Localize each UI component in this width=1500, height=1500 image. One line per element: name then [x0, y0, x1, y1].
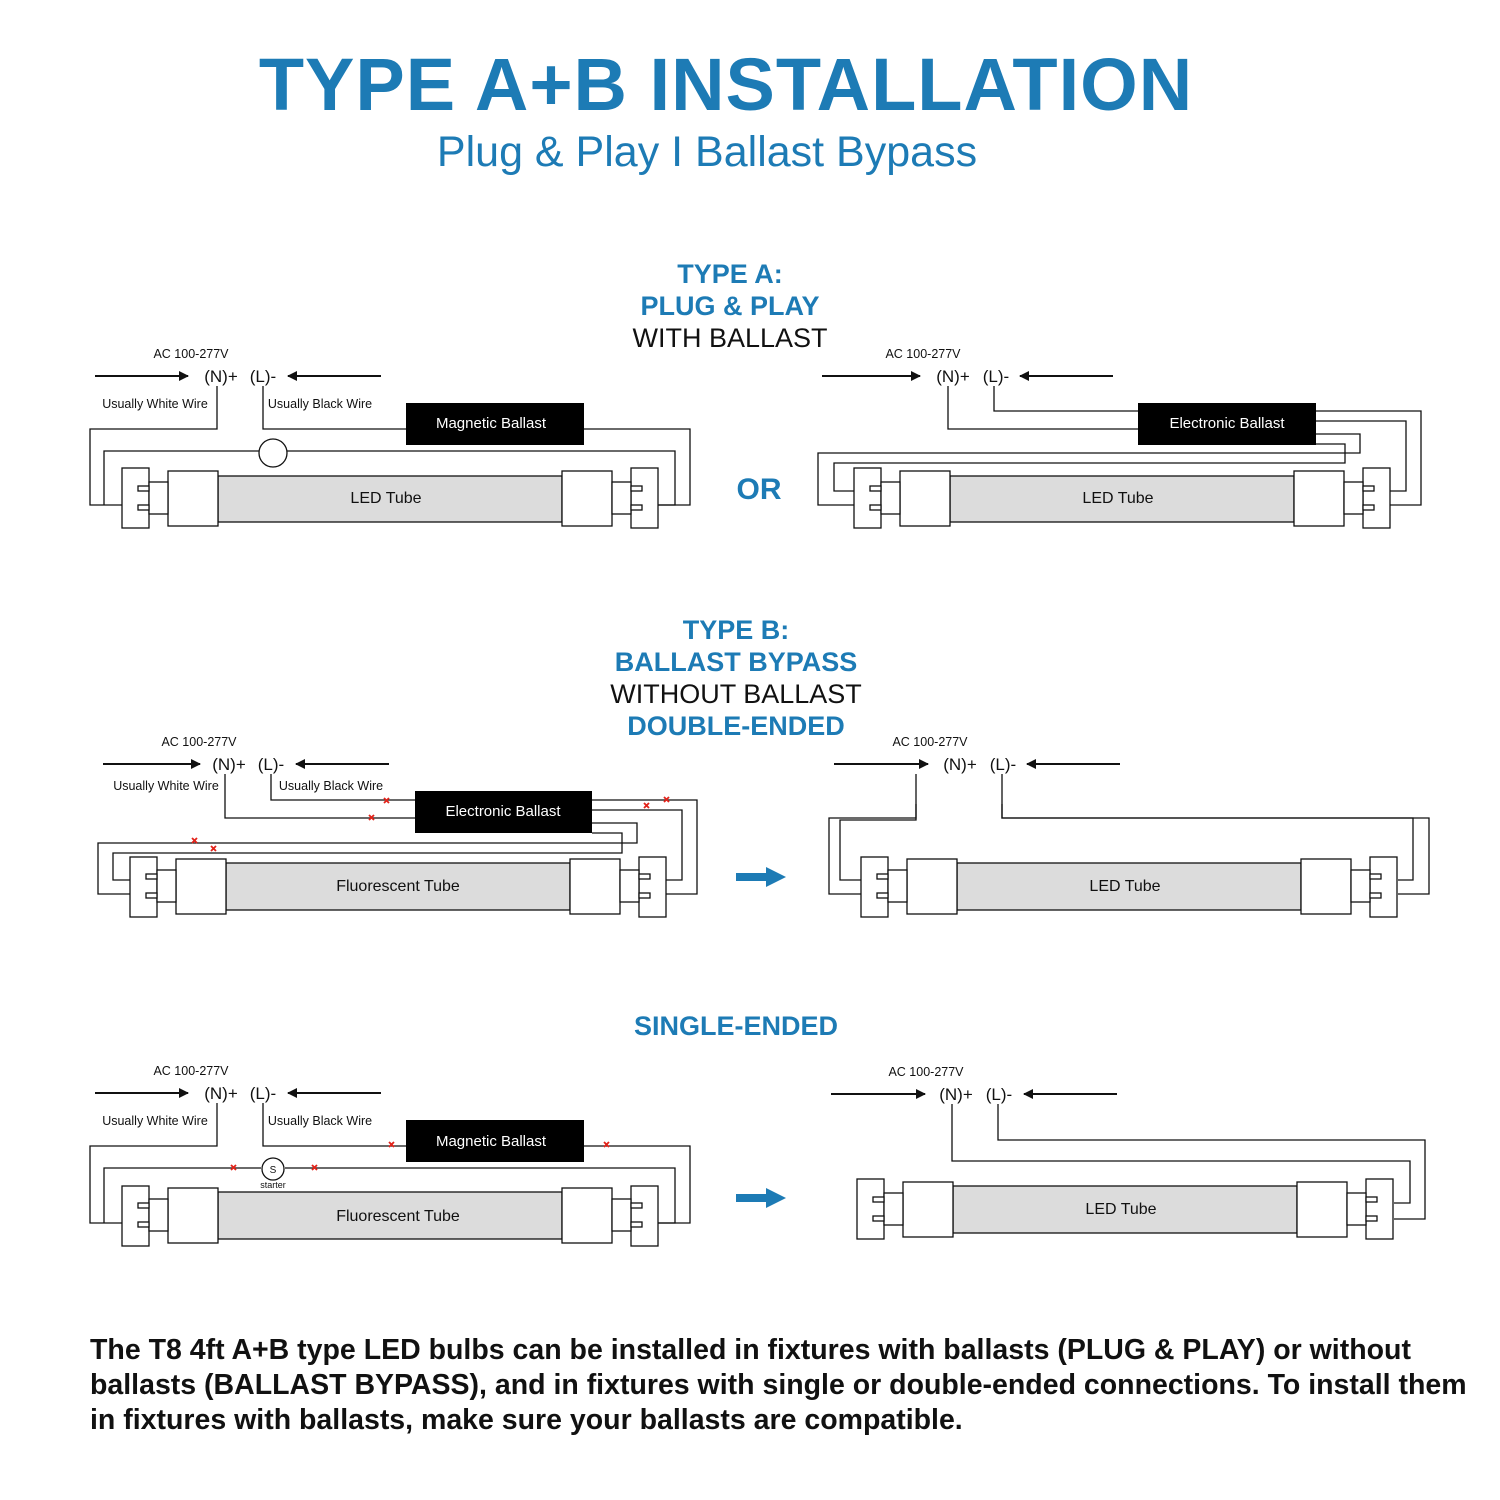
socket-insert: [881, 482, 900, 514]
ac-voltage-label: AC 100-277V: [892, 735, 968, 749]
tube-end-cap: [1301, 859, 1351, 914]
socket-insert: [612, 482, 631, 514]
diagram-type-b-fluorescent: [98, 735, 697, 917]
socket-insert: [620, 870, 639, 902]
led-tube-label: LED Tube: [1082, 490, 1154, 507]
neutral-label: (N)+: [204, 367, 238, 386]
magnetic-ballast-label: Magnetic Ballast: [435, 1133, 547, 1150]
tube-end-cap: [176, 859, 226, 914]
black-wire-label: Usually Black Wire: [278, 779, 384, 793]
type-b-note: WITHOUT BALLAST: [610, 679, 862, 709]
lamp-holder: [122, 468, 149, 528]
black-wire-label: Usually Black Wire: [267, 397, 373, 411]
socket-insert: [157, 870, 176, 902]
magnetic-ballast-label: Magnetic Ballast: [435, 415, 547, 432]
diagram-type-a-magnetic: [90, 347, 690, 528]
single-ended-heading: SINGLE-ENDED: [633, 1011, 839, 1041]
neutral-label: (N)+: [939, 1085, 973, 1104]
page-title: TYPE A+B INSTALLATION: [258, 43, 1194, 126]
diagram-type-b-led: [829, 735, 1429, 917]
tube-end-cap: [1297, 1182, 1347, 1237]
line-label: (L)-: [249, 367, 277, 386]
ac-voltage-label: AC 100-277V: [161, 735, 237, 749]
type-a-note: WITH BALLAST: [632, 323, 828, 353]
fluorescent-tube-label: Fluorescent Tube: [336, 1208, 460, 1225]
tube-end-cap: [570, 859, 620, 914]
neutral-label: (N)+: [212, 755, 246, 774]
conversion-arrow: [736, 867, 786, 887]
neutral-label: (N)+: [204, 1084, 238, 1103]
lamp-holder: [861, 857, 888, 917]
footer-description: The T8 4ft A+B type LED bulbs can be installed in fixtures with ballasts (PLUG & PLAY) or without ballasts (BALLAST BYPASS), and in fixtures with single or double-ended connections. To install them in fixtures with ballasts, make sure your ballasts are compatible.: [90, 1334, 1467, 1436]
tube-end-cap: [562, 471, 612, 526]
socket-insert: [888, 870, 907, 902]
socket-insert: [1347, 1193, 1366, 1225]
neutral-label: (N)+: [936, 367, 970, 386]
tube-end-cap: [903, 1182, 953, 1237]
black-wire-label: Usually Black Wire: [267, 1114, 373, 1128]
tube-end-cap: [1294, 471, 1344, 526]
lamp-holder: [854, 468, 881, 528]
socket-insert: [1344, 482, 1363, 514]
socket-insert: [149, 482, 168, 514]
page-subtitle: Plug & Play I Ballast Bypass: [436, 128, 978, 176]
tube-end-cap: [562, 1188, 612, 1243]
type-b-heading: TYPE B:: [682, 615, 790, 645]
socket-insert: [1351, 870, 1370, 902]
starter-label: starter: [260, 1180, 286, 1190]
lamp-holder: [631, 1186, 658, 1246]
tube-end-cap: [168, 1188, 218, 1243]
lamp-holder: [122, 1186, 149, 1246]
socket-insert: [884, 1193, 903, 1225]
ac-voltage-label: AC 100-277V: [888, 1065, 964, 1079]
ac-voltage-label: AC 100-277V: [153, 347, 229, 361]
diagram-type-a-electronic: [818, 347, 1421, 528]
neutral-label: (N)+: [943, 755, 977, 774]
line-label: (L)-: [989, 755, 1017, 774]
lamp-holder: [857, 1179, 884, 1239]
led-tube-label: LED Tube: [1085, 1201, 1157, 1218]
tube-end-cap: [907, 859, 957, 914]
line-label: (L)-: [249, 1084, 277, 1103]
led-tube-label: LED Tube: [1089, 878, 1161, 895]
lamp-holder: [639, 857, 666, 917]
electronic-ballast-label: Electronic Ballast: [445, 803, 561, 820]
ac-voltage-label: AC 100-277V: [885, 347, 961, 361]
diagram-single-ended-fluorescent: [90, 1064, 690, 1246]
tube-end-cap: [168, 471, 218, 526]
lamp-holder: [1363, 468, 1390, 528]
white-wire-label: Usually White Wire: [113, 779, 219, 793]
line-label: (L)-: [257, 755, 285, 774]
white-wire-label: Usually White Wire: [102, 397, 208, 411]
socket-insert: [612, 1199, 631, 1231]
type-a-heading: TYPE A:: [677, 259, 783, 289]
white-wire-label: Usually White Wire: [102, 1114, 208, 1128]
type-b-subheading: BALLAST BYPASS: [614, 647, 858, 677]
lamp-holder: [631, 468, 658, 528]
starter-symbol-label: S: [269, 1165, 277, 1176]
line-label: (L)-: [985, 1085, 1013, 1104]
type-a-subheading: PLUG & PLAY: [640, 291, 820, 321]
socket-insert: [149, 1199, 168, 1231]
conversion-arrow: [736, 1188, 786, 1208]
starter-symbol: [259, 439, 287, 467]
lamp-holder: [130, 857, 157, 917]
lamp-holder: [1370, 857, 1397, 917]
electronic-ballast-label: Electronic Ballast: [1169, 415, 1285, 432]
type-b-mode: DOUBLE-ENDED: [627, 711, 845, 741]
diagram-single-ended-led: [831, 1065, 1425, 1239]
or-label: OR: [736, 473, 782, 506]
fluorescent-tube-label: Fluorescent Tube: [336, 878, 460, 895]
led-tube-label: LED Tube: [350, 490, 422, 507]
tube-end-cap: [900, 471, 950, 526]
line-label: (L)-: [982, 367, 1010, 386]
lamp-holder: [1366, 1179, 1393, 1239]
ac-voltage-label: AC 100-277V: [153, 1064, 229, 1078]
